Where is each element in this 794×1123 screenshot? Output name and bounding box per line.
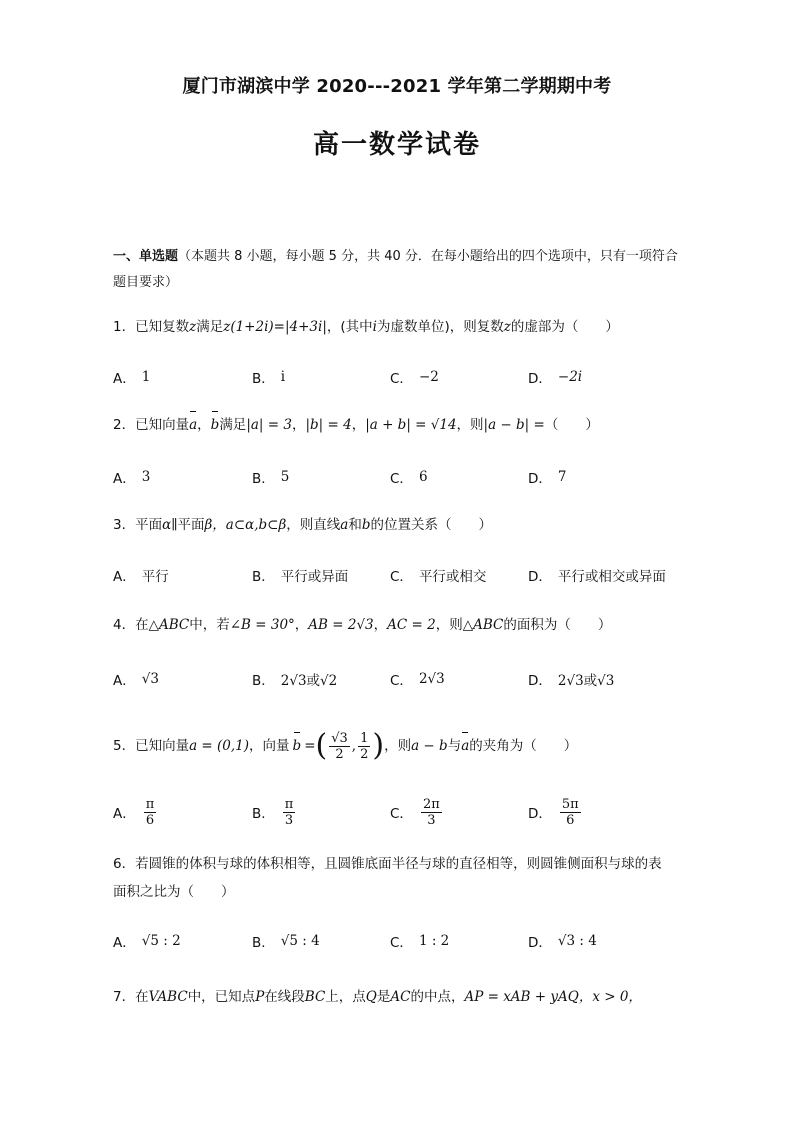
option-b[interactable]: B． √5 : 4 <box>252 933 320 951</box>
option-c[interactable]: C． 平行或相交 <box>390 569 487 585</box>
option-d[interactable]: D． √3 : 4 <box>528 933 597 951</box>
question-5-options <box>113 794 713 830</box>
option-d[interactable]: D． 7 <box>528 469 567 487</box>
option-a[interactable]: A． 1 <box>113 369 151 387</box>
question-2: 2．已知向量a，b满足|a| = 3，|b| = 4，|a + b| = √14，则|a − b| =（ ） <box>113 414 713 436</box>
option-b[interactable]: B． 5 <box>252 469 290 487</box>
question-4-options <box>113 664 713 694</box>
q2-expr-b: |b| = 4 <box>305 417 352 433</box>
option-c[interactable]: C． $\frac{2\pi}{3}$ <box>390 796 440 828</box>
option-a[interactable]: A． √5 : 2 <box>113 933 181 951</box>
option-a[interactable]: A． 3 <box>113 469 151 487</box>
question-1: 1．已知复数z满足z(1+2i)=|4+3i|，(其中i为虚数单位)，则复数z的虚部为（ ） <box>113 319 619 335</box>
option-c[interactable]: C． 2√3 <box>390 671 445 689</box>
option-a[interactable]: A． 平行 <box>113 569 169 585</box>
q7-vector-expr: AP = xAB + yAQ <box>464 989 579 1005</box>
exam-title: 厦门市湖滨中学 2020---2021 学年第二学期期中考 <box>182 76 612 97</box>
option-d[interactable]: D． −2i <box>528 369 583 387</box>
exam-subtitle: 高一数学试卷 <box>312 130 481 160</box>
section-title: 一、单选题 <box>113 249 179 264</box>
option-c[interactable]: C． 1 : 2 <box>390 933 450 951</box>
option-b[interactable]: B． i <box>252 369 286 387</box>
option-d[interactable]: D． $\frac{5\pi}{6}$ <box>528 796 579 828</box>
q2-expr-a: |a| = 3 <box>246 417 292 433</box>
question-5: 5． 已知向量 a = (0,1) ，向量 b = ( $\frac{√3}{2}$ , $\frac{1}{2}$ ) ，则 a − b 与 a 的夹角为（ ） <box>113 728 578 763</box>
section-heading <box>113 244 688 296</box>
option-a[interactable]: A． $\frac{\pi}{6}$ <box>113 796 155 828</box>
option-c[interactable]: C． −2 <box>390 369 439 387</box>
question-4: 4．在△ABC中，若∠B = 30°，AB = 2√3，AC = 2，则△ABC的面积为（ ） <box>113 617 612 633</box>
option-d[interactable]: D． 平行或相交或异面 <box>528 569 666 585</box>
q1-equation: z(1+2i)=|4+3i| <box>223 319 327 335</box>
question-1-options <box>113 362 713 392</box>
section-note: （本题共 8 小题，每小题 5 分，共 40 分．在每小题给出的四个选项中，只有一项符合题目要求） <box>113 249 678 290</box>
question-7: 7．在VABC中，已知点P在线段BC上，点Q是AC的中点，AP = xAB + yAQ，x > 0， <box>113 989 642 1005</box>
q2-expr-d: |a − b| = <box>483 417 545 433</box>
option-a[interactable]: A． √3 <box>113 671 159 689</box>
question-3-options <box>113 560 713 590</box>
option-d[interactable]: D． 2√3或√3 <box>528 673 615 689</box>
question-3: 3．平面α∥平面β，a⊂α,b⊂β，则直线a和b的位置关系（ ） <box>113 517 493 533</box>
q2-expr-c: |a + b| = √14 <box>365 417 457 433</box>
question-6-options <box>113 926 713 956</box>
question-6: 6．若圆锥的体积与球的体积相等，且圆锥底面半径与球的直径相等，则圆锥侧面积与球的表 面积之比为（ ） <box>113 856 662 900</box>
option-b[interactable]: B． 2√3或√2 <box>252 673 338 689</box>
option-c[interactable]: C． 6 <box>390 469 428 487</box>
option-b[interactable]: B． $\frac{\pi}{3}$ <box>252 796 294 828</box>
option-b[interactable]: B． 平行或异面 <box>252 569 349 585</box>
question-2-options <box>113 462 713 492</box>
